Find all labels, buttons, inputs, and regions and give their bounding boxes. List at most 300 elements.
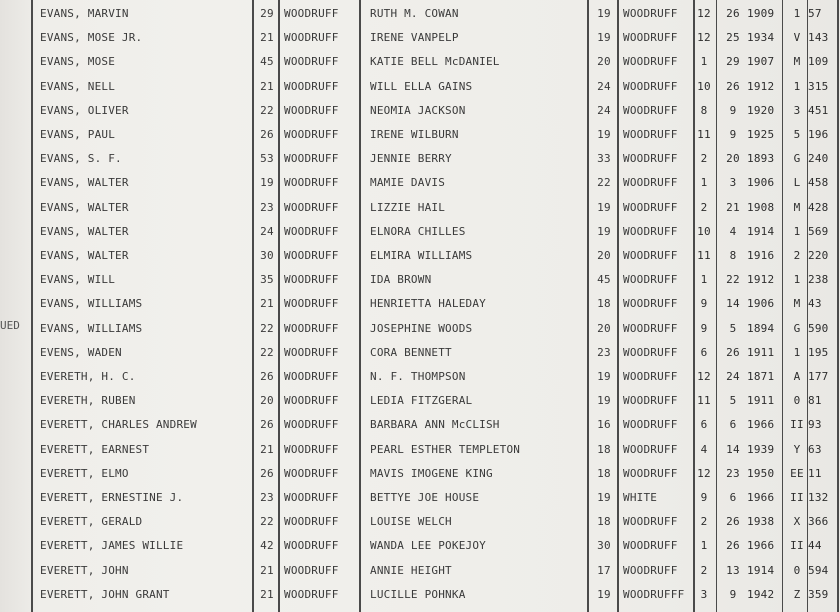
- groom-residence: WOODRUFF: [284, 249, 339, 262]
- marriage-year: 1920: [747, 103, 775, 117]
- groom-age: 42: [260, 539, 274, 553]
- marriage-month: 1: [700, 273, 708, 287]
- groom-name: EVANS, WALTER: [40, 176, 129, 190]
- marriage-month: 2: [700, 515, 708, 529]
- marriage-year: 1911: [747, 394, 775, 408]
- table-row: [0, 486, 840, 510]
- groom-age: 19: [260, 176, 274, 190]
- record-book: 1: [793, 273, 801, 287]
- groom-name: EVANS, NELL: [40, 79, 116, 93]
- record-page: 43: [808, 297, 822, 311]
- record-book: II: [790, 491, 804, 504]
- groom-name: EVENS, WADEN: [40, 345, 122, 359]
- record-page: 428: [808, 200, 829, 214]
- record-page: 196: [808, 128, 829, 141]
- groom-residence: WOODRUFF: [284, 31, 339, 45]
- bride-residence: WOODRUFF: [623, 442, 678, 456]
- table-row: [0, 50, 840, 74]
- bride-residence: WOODRUFF: [623, 224, 678, 238]
- record-book: 0: [793, 563, 801, 577]
- bride-age: 19: [597, 7, 611, 20]
- bride-name: KATIE BELL McDANIEL: [370, 55, 500, 69]
- record-book: 3: [793, 103, 801, 117]
- marriage-year: 1906: [747, 176, 775, 190]
- bride-age: 17: [597, 563, 611, 577]
- record-book: 1: [793, 345, 801, 359]
- bride-age: 20: [597, 55, 611, 69]
- marriage-month: 11: [697, 128, 711, 141]
- record-page: 63: [808, 442, 822, 456]
- marriage-month: 8: [700, 103, 708, 117]
- marriage-year: 1939: [747, 442, 775, 456]
- bride-residence: WOODRUFF: [623, 297, 678, 311]
- marriage-month: 10: [697, 79, 711, 93]
- bride-residence: WOODRUFF: [623, 370, 678, 383]
- marriage-month: 12: [697, 466, 711, 480]
- groom-name: EVERETT, EARNEST: [40, 442, 150, 456]
- groom-name: EVERETT, JAMES WILLIE: [40, 539, 184, 553]
- record-book: Y: [793, 442, 801, 456]
- groom-name: EVERETT, ERNESTINE J.: [40, 491, 184, 504]
- table-row: [0, 123, 840, 147]
- table-row: [0, 365, 840, 389]
- bride-residence: WOODRUFF: [623, 273, 678, 287]
- groom-age: 30: [260, 249, 274, 262]
- groom-residence: WOODRUFF: [284, 539, 339, 553]
- table-row: [0, 438, 840, 462]
- record-page: 57: [808, 7, 822, 20]
- bride-age: 20: [597, 321, 611, 335]
- marriage-year: 1907: [747, 55, 775, 69]
- marriage-day: 23: [726, 466, 740, 480]
- record-book: II: [790, 418, 804, 432]
- groom-age: 22: [260, 103, 274, 117]
- record-page: 315: [808, 79, 829, 93]
- bride-residence: WOODRUFF: [623, 128, 678, 141]
- marriage-month: 9: [700, 297, 708, 311]
- bride-name: BARBARA ANN McCLISH: [370, 418, 500, 432]
- bride-residence: WOODRUFF: [623, 176, 678, 190]
- bride-residence: WOODRUFF: [623, 103, 678, 117]
- marriage-day: 8: [729, 249, 737, 262]
- bride-name: LIZZIE HAIL: [370, 200, 446, 214]
- record-page: 590: [808, 321, 829, 335]
- bride-age: 19: [597, 394, 611, 408]
- record-page: 44: [808, 539, 822, 553]
- marriage-day: 5: [729, 321, 737, 335]
- table-row: [0, 341, 840, 365]
- bride-age: 19: [597, 370, 611, 383]
- bride-residence: WOODRUFF: [623, 321, 678, 335]
- table-row: [0, 196, 840, 220]
- marriage-year: 1925: [747, 128, 775, 141]
- marriage-day: 5: [729, 394, 737, 408]
- bride-residence: WOODRUFF: [623, 55, 678, 69]
- groom-residence: WOODRUFF: [284, 224, 339, 238]
- table-row: [0, 317, 840, 341]
- table-row: [0, 244, 840, 268]
- groom-name: EVANS, WALTER: [40, 200, 129, 214]
- groom-residence: WOODRUFF: [284, 200, 339, 214]
- record-page: 238: [808, 273, 829, 287]
- record-page: 220: [808, 249, 829, 262]
- record-book: 2: [793, 249, 801, 262]
- marriage-day: 14: [726, 442, 740, 456]
- table-row: [0, 147, 840, 171]
- marriage-day: 14: [726, 297, 740, 311]
- record-page: 366: [808, 515, 829, 529]
- record-page: 132: [808, 491, 829, 504]
- groom-age: 26: [260, 466, 274, 480]
- groom-name: EVANS, MOSE: [40, 55, 116, 69]
- marriage-month: 12: [697, 370, 711, 383]
- record-page: 177: [808, 370, 829, 383]
- bride-age: 16: [597, 418, 611, 432]
- table-row: [0, 389, 840, 413]
- marriage-day: 4: [729, 224, 737, 238]
- bride-age: 22: [597, 176, 611, 190]
- table-row: [0, 99, 840, 123]
- marriage-year: 1871: [747, 370, 775, 383]
- groom-age: 26: [260, 418, 274, 432]
- marriage-day: 6: [729, 418, 737, 432]
- bride-residence: WOODRUFF: [623, 7, 678, 20]
- groom-age: 45: [260, 55, 274, 69]
- bride-name: BETTYE JOE HOUSE: [370, 491, 480, 504]
- marriage-month: 11: [697, 249, 711, 262]
- marriage-month: 11: [697, 394, 711, 408]
- marriage-day: 3: [729, 176, 737, 190]
- bride-name: WILL ELLA GAINS: [370, 79, 473, 93]
- marriage-year: 1911: [747, 345, 775, 359]
- marriage-month: 12: [697, 31, 711, 45]
- bride-residence: WOODRUFF: [623, 200, 678, 214]
- groom-age: 21: [260, 442, 274, 456]
- bride-name: HENRIETTA HALEDAY: [370, 297, 486, 311]
- groom-name: EVANS, OLIVER: [40, 103, 129, 117]
- groom-name: EVERETT, GERALD: [40, 515, 143, 529]
- groom-residence: WOODRUFF: [284, 418, 339, 432]
- groom-age: 24: [260, 224, 274, 238]
- bride-name: JOSEPHINE WOODS: [370, 321, 473, 335]
- bride-age: 18: [597, 442, 611, 456]
- table-row: [0, 413, 840, 437]
- record-book: 1: [793, 79, 801, 93]
- marriage-month: 12: [697, 7, 711, 20]
- marriage-day: 24: [726, 370, 740, 383]
- groom-residence: WOODRUFF: [284, 79, 339, 93]
- marriage-month: 6: [700, 418, 708, 432]
- bride-age: 20: [597, 249, 611, 262]
- groom-age: 26: [260, 370, 274, 383]
- bride-name: LUCILLE POHNKA: [370, 587, 466, 601]
- bride-age: 19: [597, 491, 611, 504]
- marriage-day: 26: [726, 345, 740, 359]
- bride-residence: WOODRUFF: [623, 563, 678, 577]
- marriage-day: 9: [729, 103, 737, 117]
- marriage-year: 1908: [747, 200, 775, 214]
- groom-residence: WOODRUFF: [284, 515, 339, 529]
- marriage-day: 26: [726, 539, 740, 553]
- marriage-day: 9: [729, 128, 737, 141]
- bride-residence: WOODRUFF: [623, 249, 678, 262]
- groom-residence: WOODRUFF: [284, 176, 339, 190]
- marriage-year: 1906: [747, 297, 775, 311]
- record-book: 1: [793, 7, 801, 20]
- bride-age: 24: [597, 79, 611, 93]
- bride-name: IRENE VANPELP: [370, 31, 459, 45]
- marriage-year: 1912: [747, 79, 775, 93]
- bride-residence: WOODRUFF: [623, 418, 678, 432]
- bride-residence: WOODRUFF: [623, 79, 678, 93]
- record-book: M: [793, 297, 801, 311]
- marriage-year: 1934: [747, 31, 775, 45]
- bride-name: NEOMIA JACKSON: [370, 103, 466, 117]
- groom-name: EVERETH, RUBEN: [40, 394, 136, 408]
- bride-age: 19: [597, 224, 611, 238]
- marriage-day: 6: [729, 491, 737, 504]
- bride-age: 19: [597, 31, 611, 45]
- record-page: 11: [808, 466, 822, 480]
- groom-residence: WOODRUFF: [284, 297, 339, 311]
- groom-name: EVANS, WALTER: [40, 249, 129, 262]
- table-row: [0, 462, 840, 486]
- groom-age: 22: [260, 515, 274, 529]
- marriage-day: 21: [726, 200, 740, 214]
- bride-name: ELNORA CHILLES: [370, 224, 466, 238]
- record-page: 451: [808, 103, 829, 117]
- marriage-month: 9: [700, 491, 708, 504]
- marriage-year: 1938: [747, 515, 775, 529]
- bride-age: 24: [597, 103, 611, 117]
- bride-age: 30: [597, 539, 611, 553]
- record-page: 81: [808, 394, 822, 408]
- marriage-month: 9: [700, 321, 708, 335]
- marriage-month: 2: [700, 563, 708, 577]
- groom-name: EVANS, WILL: [40, 273, 116, 287]
- table-row: [0, 534, 840, 558]
- groom-residence: WOODRUFF: [284, 587, 339, 601]
- groom-residence: WOODRUFF: [284, 345, 339, 359]
- record-book: G: [793, 152, 801, 166]
- table-row: [0, 171, 840, 195]
- marriage-year: 1914: [747, 224, 775, 238]
- table-row: [0, 583, 840, 607]
- groom-age: 29: [260, 7, 274, 20]
- marriage-day: 29: [726, 55, 740, 69]
- marriage-month: 2: [700, 152, 708, 166]
- groom-name: EVANS, MOSE JR.: [40, 31, 143, 45]
- groom-residence: WOODRUFF: [284, 563, 339, 577]
- bride-age: 19: [597, 128, 611, 141]
- bride-name: RUTH M. COWAN: [370, 7, 459, 20]
- bride-name: PEARL ESTHER TEMPLETON: [370, 442, 521, 456]
- groom-name: EVERETT, CHARLES ANDREW: [40, 418, 197, 432]
- bride-name: JENNIE BERRY: [370, 152, 452, 166]
- groom-name: EVANS, WALTER: [40, 224, 129, 238]
- bride-age: 18: [597, 297, 611, 311]
- groom-name: EVANS, S. F.: [40, 152, 122, 166]
- bride-name: LOUISE WELCH: [370, 515, 452, 529]
- bride-name: ANNIE HEIGHT: [370, 563, 452, 577]
- marriage-year: 1894: [747, 321, 775, 335]
- record-book: A: [793, 370, 801, 383]
- groom-age: 35: [260, 273, 274, 287]
- groom-age: 20: [260, 394, 274, 408]
- record-book: M: [793, 55, 801, 69]
- record-book: II: [790, 539, 804, 553]
- groom-age: 22: [260, 345, 274, 359]
- groom-name: EVERETT, JOHN GRANT: [40, 587, 170, 601]
- bride-residence: WOODRUFF: [623, 466, 678, 480]
- bride-name: WANDA LEE POKEJOY: [370, 539, 486, 553]
- marriage-year: 1942: [747, 587, 775, 601]
- marriage-month: 10: [697, 224, 711, 238]
- record-book: G: [793, 321, 801, 335]
- groom-age: 26: [260, 128, 274, 141]
- groom-age: 23: [260, 200, 274, 214]
- bride-residence: WOODRUFF: [623, 539, 678, 553]
- record-page: 143: [808, 31, 829, 45]
- bride-name: MAVIS IMOGENE KING: [370, 466, 493, 480]
- groom-residence: WOODRUFF: [284, 321, 339, 335]
- groom-name: EVANS, WILLIAMS: [40, 321, 143, 335]
- marriage-year: 1914: [747, 563, 775, 577]
- bride-residence: WOODRUFF: [623, 515, 678, 529]
- groom-residence: WOODRUFF: [284, 491, 339, 504]
- table-row: [0, 220, 840, 244]
- record-page: 240: [808, 152, 829, 166]
- marriage-year: 1909: [747, 7, 775, 20]
- table-row: [0, 2, 840, 26]
- marriage-year: 1966: [747, 539, 775, 553]
- groom-name: EVERETT, ELMO: [40, 466, 129, 480]
- record-page: 93: [808, 418, 822, 432]
- record-book: 5: [793, 128, 801, 141]
- table-row: [0, 559, 840, 583]
- marriage-month: 3: [700, 587, 708, 601]
- bride-age: 23: [597, 345, 611, 359]
- marriage-day: 26: [726, 7, 740, 20]
- bride-age: 18: [597, 515, 611, 529]
- marriage-year: 1966: [747, 491, 775, 504]
- bride-age: 33: [597, 152, 611, 166]
- bride-name: LEDIA FITZGERAL: [370, 394, 473, 408]
- groom-residence: WOODRUFF: [284, 128, 339, 141]
- bride-name: IDA BROWN: [370, 273, 432, 287]
- marriage-month: 4: [700, 442, 708, 456]
- marriage-month: 1: [700, 176, 708, 190]
- marriage-year: 1893: [747, 152, 775, 166]
- groom-residence: WOODRUFF: [284, 370, 339, 383]
- record-book: L: [793, 176, 801, 190]
- table-row: [0, 75, 840, 99]
- bride-name: ELMIRA WILLIAMS: [370, 249, 473, 262]
- groom-residence: WOODRUFF: [284, 152, 339, 166]
- margin-note: UED: [0, 319, 20, 332]
- bride-residence: WHITE: [623, 491, 658, 504]
- record-page: 359: [808, 587, 829, 601]
- marriage-year: 1916: [747, 249, 775, 262]
- bride-residence: WOODRUFF: [623, 152, 678, 166]
- marriage-day: 13: [726, 563, 740, 577]
- bride-age: 45: [597, 273, 611, 287]
- marriage-year: 1966: [747, 418, 775, 432]
- bride-name: MAMIE DAVIS: [370, 176, 446, 190]
- bride-residence: WOODRUFFF: [623, 587, 685, 601]
- bride-name: IRENE WILBURN: [370, 128, 459, 141]
- table-row: [0, 292, 840, 316]
- marriage-month: 2: [700, 200, 708, 214]
- marriage-day: 20: [726, 152, 740, 166]
- groom-name: EVANS, MARVIN: [40, 7, 129, 20]
- record-book: M: [793, 200, 801, 214]
- record-book: 1: [793, 224, 801, 238]
- marriage-day: 9: [729, 587, 737, 601]
- table-row: [0, 268, 840, 292]
- table-row: [0, 510, 840, 534]
- bride-age: 19: [597, 200, 611, 214]
- groom-age: 21: [260, 79, 274, 93]
- record-book: V: [793, 31, 801, 45]
- groom-age: 21: [260, 587, 274, 601]
- record-page: 569: [808, 224, 829, 238]
- marriage-year: 1912: [747, 273, 775, 287]
- marriage-day: 26: [726, 515, 740, 529]
- marriage-month: 1: [700, 55, 708, 69]
- bride-residence: WOODRUFF: [623, 394, 678, 408]
- bride-age: 18: [597, 466, 611, 480]
- record-book: Z: [793, 587, 801, 601]
- groom-name: EVANS, PAUL: [40, 128, 116, 141]
- groom-age: 21: [260, 563, 274, 577]
- groom-residence: WOODRUFF: [284, 103, 339, 117]
- bride-age: 19: [597, 587, 611, 601]
- marriage-day: 26: [726, 79, 740, 93]
- groom-residence: WOODRUFF: [284, 442, 339, 456]
- groom-name: EVERETH, H. C.: [40, 370, 136, 383]
- record-book: 0: [793, 394, 801, 408]
- bride-residence: WOODRUFF: [623, 345, 678, 359]
- groom-age: 22: [260, 321, 274, 335]
- marriage-year: 1950: [747, 466, 775, 480]
- groom-residence: WOODRUFF: [284, 466, 339, 480]
- record-book: X: [793, 515, 801, 529]
- record-page: 195: [808, 345, 829, 359]
- marriage-month: 6: [700, 345, 708, 359]
- bride-residence: WOODRUFF: [623, 31, 678, 45]
- record-book: EE: [790, 466, 804, 480]
- bride-name: CORA BENNETT: [370, 345, 452, 359]
- record-page: 109: [808, 55, 829, 69]
- groom-age: 21: [260, 297, 274, 311]
- marriage-month: 1: [700, 539, 708, 553]
- groom-name: EVERETT, JOHN: [40, 563, 129, 577]
- bride-name: N. F. THOMPSON: [370, 370, 466, 383]
- marriage-day: 22: [726, 273, 740, 287]
- groom-age: 21: [260, 31, 274, 45]
- groom-residence: WOODRUFF: [284, 7, 339, 20]
- table-row: [0, 26, 840, 50]
- groom-age: 53: [260, 152, 274, 166]
- groom-residence: WOODRUFF: [284, 55, 339, 69]
- marriage-day: 25: [726, 31, 740, 45]
- groom-residence: WOODRUFF: [284, 394, 339, 408]
- record-page: 458: [808, 176, 829, 190]
- groom-residence: WOODRUFF: [284, 273, 339, 287]
- groom-name: EVANS, WILLIAMS: [40, 297, 143, 311]
- groom-age: 23: [260, 491, 274, 504]
